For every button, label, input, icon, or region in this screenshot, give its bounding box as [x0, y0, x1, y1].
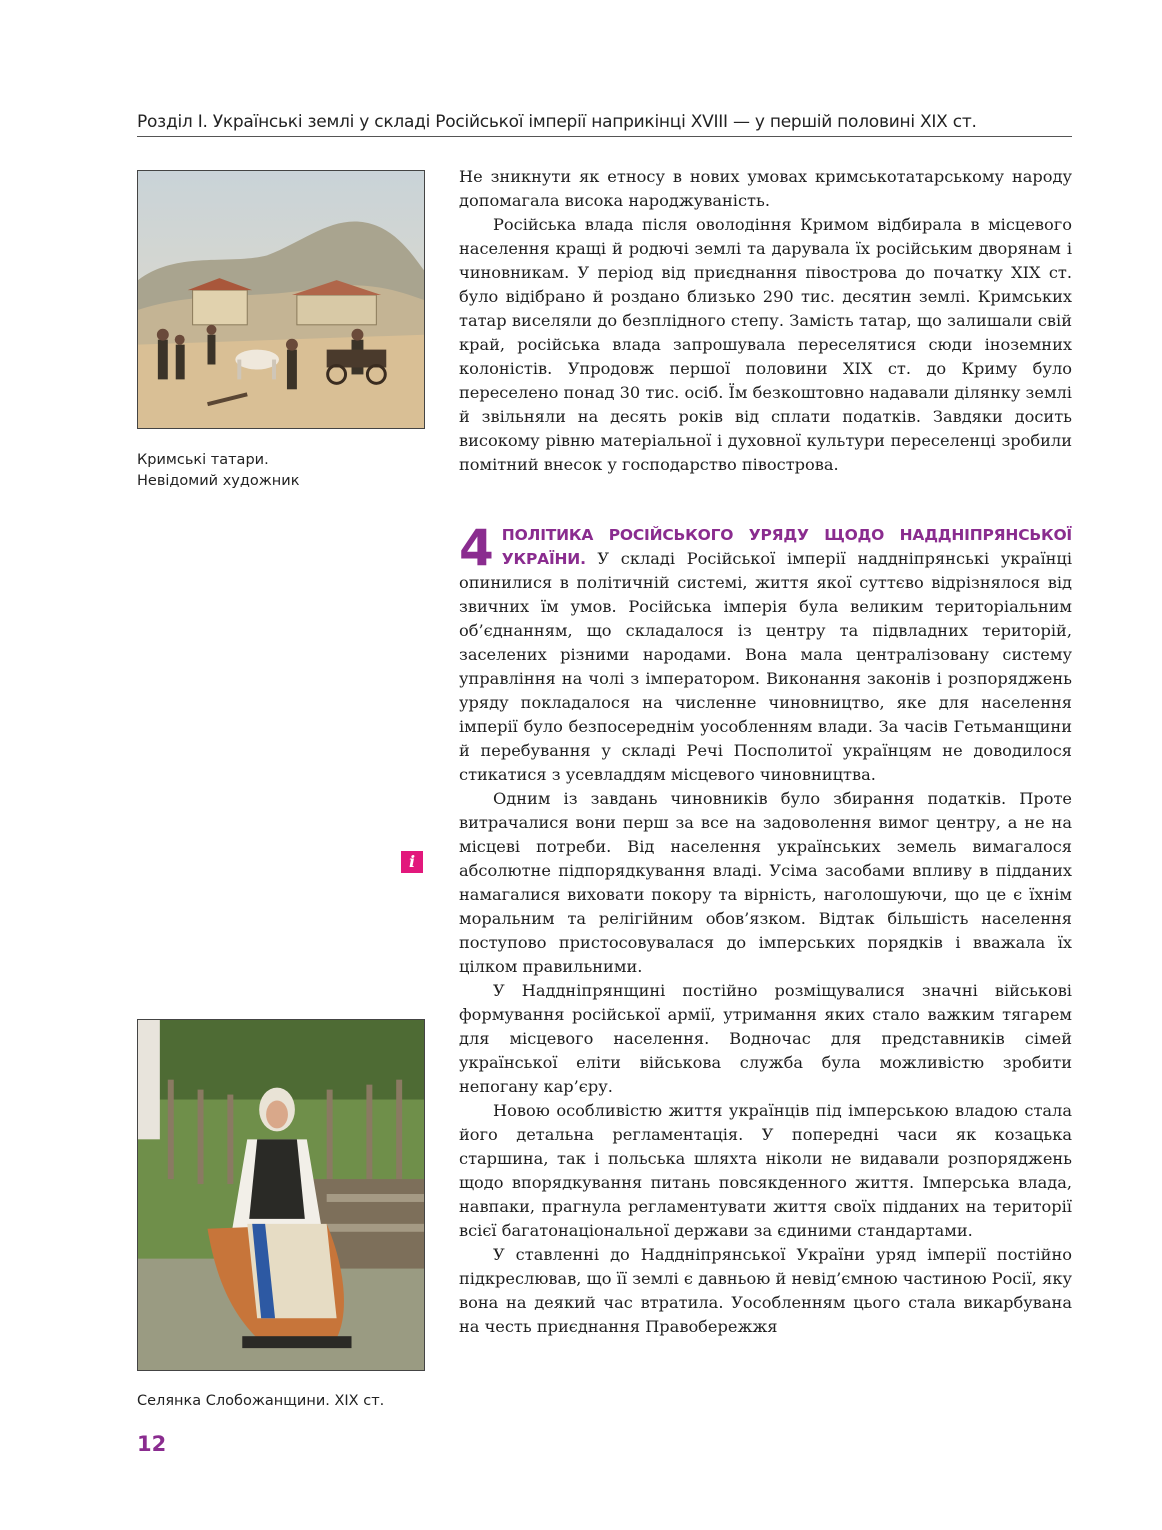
crimean-tatars-painting — [137, 170, 425, 429]
running-header: Розділ І. Українські землі у складі Російської імперії наприкінці XVIII — у першій половині XIX ст. — [137, 112, 977, 132]
paragraph: У Наддніпрянщині постійно розміщувалися значні військові формування російської армії, утримання яких стало важким тягарем для місцевого населення. Водночас для представників сімей української еліти військова служба була можливістю зробити непогану кар’єру. — [459, 981, 1072, 1096]
paragraph: У ставленні до Наддніпрянської України уряд імперії постійно підкреслював, що її землі є давньою й невід’ємною частиною Росії, яку вона на деякий час втратила. Уособленням цього стала викарбувана на честь приєднання Правобережжя — [459, 1245, 1072, 1336]
page-number: 12 — [137, 1432, 167, 1456]
section-number: 4 — [459, 519, 494, 577]
section-title: ПОЛІТИКА РОСІЙСЬКОГО УРЯДУ ЩОДО НАДДНІПРЯНСЬКОЇ УКРАЇНИ. — [501, 526, 1072, 568]
figure-caption-crimean-tatars — [137, 450, 427, 492]
paragraph: Російська влада після оволодіння Кримом відбирала в місцевого населення кращі й родючі землі та дарувала їх російським дворянам і чиновникам. У період від приєднання півострова до початку XIX ст. було відібрано й роздано близько 290 тис. десятин землі. Кримських татар виселяли до безплідного степу. Замість татар, що залишали свій край, російська влада запрошувала переселятися сюди іноземних колоністів. Упродовж першої половини XIX ст. до Криму було переселено понад 30 тис. осіб. Їм безкоштовно надавали ділянку землі й звільняли на десять років від сплати податків. Завдяки досить високому рівню матеріальної і духовної культури переселенці зробили помітний внесок у господарство півострова. — [459, 215, 1072, 474]
header-divider — [137, 136, 1072, 137]
section-intro-text: У складі Російської імперії наддніпрянські українці опинилися в політичній системі, життя якої суттєво відрізнялося від звичних їм умов. Російська імперія була великим територіальним об’єднанням, що складалося із центру та підвладних територій, заселених різними народами. Вона мала централізовану систему управління на чолі з імператором. Виконання законів і розпоряджень уряду покладалося на численне чиновництво, яке для населення імперії було безпосереднім уособленням влади. За часів Гетьманщини й перебування у складі Речі Посполитої українцям не доводилося стикатися з усевладдям місцевого чиновництва. — [459, 549, 1072, 784]
figure-caption-peasant-woman: Селянка Слобожанщини. XIX ст. — [137, 1393, 385, 1409]
section-intro-paragraph — [459, 519, 1072, 787]
paragraph: Одним із завдань чиновників було збирання податків. Проте витрачалися вони перш за все на задоволення вимог центру, а не на місцеві потреби. Від населення українських земель вимагалося абсолютне підпорядкування владі. Усіма засобами впливу в підданих намагалися виховати покору та вірність, наголошуючи, що це є їхнім моральним та релігійним обов’язком. Відтак більшість населення поступово пристосовувалася до імперських порядків і вважала їх цілком правильними. — [459, 789, 1072, 976]
caption-line: Кримські татари. — [137, 452, 269, 468]
caption-line: Невідомий художник — [137, 473, 300, 489]
section-4 — [459, 519, 1072, 1339]
paragraph: Новою особливістю життя українців під імперською владою стала його детальна регламентація. У попередні часи як козацька старшина, так і польська шляхта ніколи не видавали розпоряджень щодо впорядкування питань повсякденного життя. Імперська влада, навпаки, прагнула регламентувати життя своїх підданих на території всієї багатонаціональної держави за єдиними стандартами. — [459, 1101, 1072, 1240]
text-column-top — [459, 165, 1072, 477]
paragraph: Не зникнути як етносу в нових умовах кримськотатарському народу допомагала висока народжуваність. — [459, 167, 1072, 210]
sloboda-peasant-woman-photo — [137, 1019, 425, 1371]
info-icon: i — [401, 851, 423, 873]
